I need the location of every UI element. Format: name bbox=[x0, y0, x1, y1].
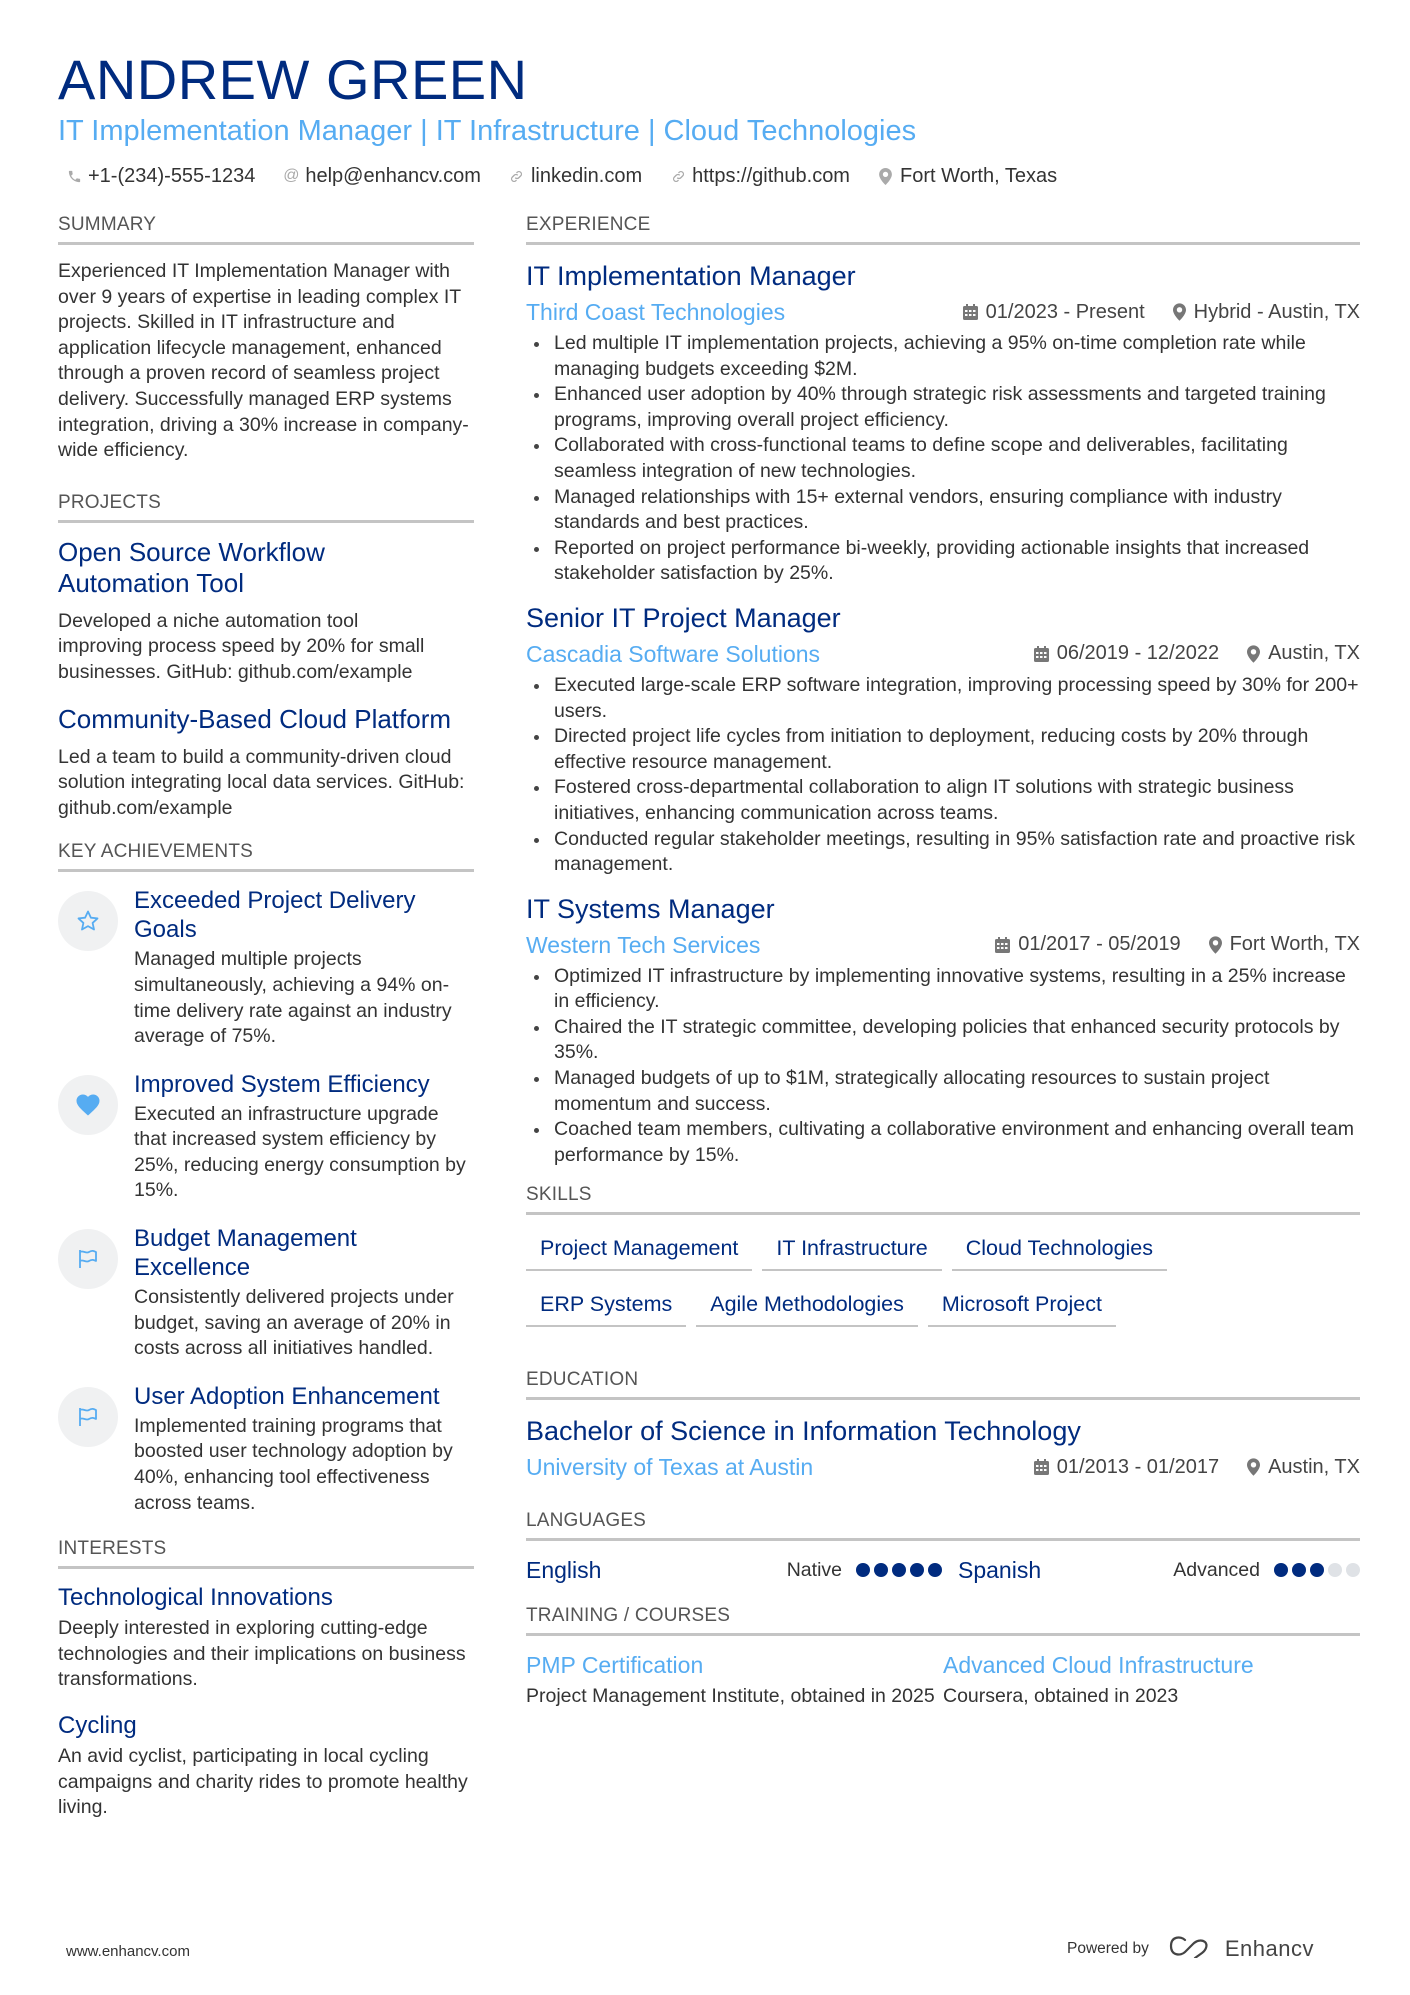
right-column bbox=[526, 212, 1360, 1710]
achievements-section bbox=[58, 839, 474, 1516]
achievement-description: Consistently delivered projects under budget, saving an average of 20% in costs across all initiatives handled. bbox=[134, 1286, 454, 1360]
enhancv-logo-icon bbox=[1167, 1934, 1215, 1964]
language-level: Native bbox=[786, 1558, 842, 1581]
job-bullet: Optimized IT infrastructure by implementing innovative systems, resulting in a 25% increase in efficiency. bbox=[526, 964, 1360, 1015]
contact-linkedin[interactable] bbox=[509, 162, 642, 190]
flag-icon bbox=[58, 1229, 118, 1289]
at-icon: @ bbox=[283, 167, 300, 184]
location-pin-icon bbox=[1247, 645, 1260, 663]
projects-section bbox=[58, 490, 474, 822]
achievement-content bbox=[134, 1382, 474, 1516]
job-bullet: Executed large-scale ERP software integration, improving processing speed by 30% for 200+ users. bbox=[526, 673, 1360, 724]
job-bullet: Led multiple IT implementation projects, achieving a 95% on-time completion rate while managing budgets exceeding $2M. bbox=[526, 331, 1360, 382]
education-location bbox=[1247, 1456, 1360, 1479]
section-title-projects: PROJECTS bbox=[58, 490, 474, 523]
achievement-title: User Adoption Enhancement bbox=[134, 1382, 440, 1410]
languages-row bbox=[526, 1555, 1360, 1585]
training-section bbox=[526, 1603, 1360, 1710]
job-bullet: Chaired the IT strategic committee, developing policies that enhanced security protocols by 35%. bbox=[526, 1015, 1360, 1066]
location-pin-icon bbox=[1247, 1458, 1260, 1476]
job-subheader bbox=[526, 930, 1360, 960]
achievement-title: Exceeded Project Delivery Goals bbox=[134, 887, 416, 944]
brand-name: Enhancv bbox=[1224, 1936, 1314, 1961]
phone-icon bbox=[66, 169, 82, 184]
job-location-text: Hybrid - Austin, TX bbox=[1193, 300, 1360, 323]
heart-icon bbox=[58, 1075, 118, 1135]
left-column bbox=[58, 212, 474, 1839]
skill-tag: IT Infrastructure bbox=[762, 1229, 941, 1271]
dot-filled bbox=[874, 1563, 888, 1577]
job-location-text: Fort Worth, TX bbox=[1229, 933, 1360, 956]
achievement-description: Executed an infrastructure upgrade that increased system efficiency by 25%, reducing energy consumption by 15%. bbox=[134, 1102, 466, 1202]
contact-email[interactable] bbox=[283, 162, 481, 190]
language-proficiency bbox=[787, 1559, 942, 1582]
contact-bar bbox=[66, 162, 1057, 190]
language-item bbox=[958, 1555, 1360, 1585]
language-proficiency bbox=[1173, 1559, 1360, 1582]
experience-item bbox=[526, 892, 1360, 1169]
job-subheader bbox=[526, 297, 1360, 327]
job-meta bbox=[963, 301, 1360, 324]
job-bullet: Enhanced user adoption by 40% through strategic risk assessments and targeted training programs, improving overall project efficiency. bbox=[526, 382, 1360, 433]
dot-empty bbox=[1328, 1563, 1342, 1577]
footer-branding bbox=[1067, 1934, 1314, 1964]
achievement-item bbox=[58, 1070, 474, 1204]
job-title: Senior IT Project Manager bbox=[526, 602, 841, 633]
location-pin-icon bbox=[878, 168, 894, 185]
skill-tag: ERP Systems bbox=[526, 1285, 686, 1327]
course-title: PMP Certification bbox=[526, 1652, 704, 1679]
contact-location-text: Fort Worth, Texas bbox=[899, 165, 1058, 187]
job-location bbox=[1209, 933, 1360, 956]
job-subheader bbox=[526, 639, 1360, 669]
project-description: Led a team to build a community-driven cloud solution integrating local data services. GitHub: github.com/example bbox=[58, 745, 465, 819]
achievement-description: Implemented training programs that boosted user technology adoption by 40%, enhancing tool effectiveness across teams. bbox=[134, 1414, 453, 1514]
candidate-headline: IT Implementation Manager | IT Infrastructure | Cloud Technologies bbox=[58, 115, 917, 147]
section-title-achievements: KEY ACHIEVEMENTS bbox=[58, 839, 474, 872]
calendar-icon bbox=[1034, 646, 1049, 662]
job-dates bbox=[963, 301, 1145, 324]
skills-section bbox=[526, 1182, 1360, 1327]
section-title-interests: INTERESTS bbox=[58, 1536, 474, 1569]
summary-section bbox=[58, 212, 474, 464]
degree-title: Bachelor of Science in Information Technology bbox=[526, 1416, 1081, 1447]
course-title: Advanced Cloud Infrastructure bbox=[943, 1652, 1254, 1679]
dot-filled bbox=[856, 1563, 870, 1577]
job-location-text: Austin, TX bbox=[1268, 642, 1360, 665]
achievement-title: Improved System Efficiency bbox=[134, 1070, 430, 1098]
course-item bbox=[943, 1650, 1360, 1710]
course-description: Coursera, obtained in 2023 bbox=[943, 1685, 1179, 1708]
job-bullet: Collaborated with cross-functional teams to define scope and deliverables, facilitating seamless integration of new technologies. bbox=[526, 433, 1360, 484]
job-bullets bbox=[526, 964, 1360, 1169]
language-level: Advanced bbox=[1173, 1558, 1260, 1581]
job-meta bbox=[995, 933, 1360, 956]
contact-email-text: help@enhancv.com bbox=[305, 165, 481, 187]
course-description: Project Management Institute, obtained in 2025 bbox=[526, 1685, 935, 1708]
interest-item bbox=[58, 1711, 474, 1821]
flag-icon bbox=[58, 1387, 118, 1447]
dot-filled bbox=[1310, 1563, 1324, 1577]
education-location-text: Austin, TX bbox=[1268, 1455, 1360, 1478]
job-dates-text: 01/2023 - Present bbox=[985, 300, 1145, 323]
education-section bbox=[526, 1367, 1360, 1482]
achievement-item bbox=[58, 1224, 474, 1362]
job-title: IT Implementation Manager bbox=[526, 261, 856, 291]
location-pin-icon bbox=[1173, 303, 1186, 321]
achievement-content bbox=[134, 1224, 474, 1362]
project-description: Developed a niche automation tool improving process speed by 20% for small businesses. GitHub: github.com/example bbox=[58, 609, 425, 683]
dot-filled bbox=[1274, 1563, 1288, 1577]
contact-phone-text: +1-(234)-555-1234 bbox=[88, 165, 256, 187]
project-item bbox=[58, 537, 474, 686]
interest-description: Deeply interested in exploring cutting-edge technologies and their implications on business transformations. bbox=[58, 1617, 466, 1691]
language-name: English bbox=[526, 1557, 602, 1584]
skill-tag: Microsoft Project bbox=[928, 1285, 1116, 1327]
section-title-skills: SKILLS bbox=[526, 1182, 1360, 1215]
company-name: Cascadia Software Solutions bbox=[526, 640, 821, 667]
dot-filled bbox=[928, 1563, 942, 1577]
job-bullets bbox=[526, 673, 1360, 878]
interest-description: An avid cyclist, participating in local cycling campaigns and charity rides to promote healthy living. bbox=[58, 1745, 468, 1819]
job-bullet: Reported on project performance bi-weekly, providing actionable insights that increased stakeholder satisfaction by 25%. bbox=[526, 536, 1360, 587]
job-dates-text: 06/2019 - 12/2022 bbox=[1056, 642, 1220, 665]
proficiency-dots bbox=[856, 1563, 942, 1577]
education-meta bbox=[1034, 1456, 1360, 1479]
courses-list bbox=[526, 1650, 1360, 1710]
achievement-content bbox=[134, 1070, 474, 1204]
job-bullets bbox=[526, 331, 1360, 587]
calendar-icon bbox=[963, 304, 978, 320]
education-dates-text: 01/2013 - 01/2017 bbox=[1056, 1455, 1220, 1478]
candidate-name: ANDREW GREEN bbox=[58, 48, 528, 111]
job-bullet: Coached team members, cultivating a collaborative environment and enhancing overall team performance by 15%. bbox=[526, 1117, 1360, 1168]
achievement-content bbox=[134, 886, 474, 1049]
course-item bbox=[526, 1650, 943, 1710]
section-title-summary: SUMMARY bbox=[58, 212, 474, 245]
interest-item bbox=[58, 1583, 474, 1693]
job-bullet: Directed project life cycles from initiation to deployment, reducing costs by 20% through effective resource management. bbox=[526, 724, 1360, 775]
location-pin-icon bbox=[1209, 936, 1222, 954]
school-name: University of Texas at Austin bbox=[526, 1454, 814, 1481]
interest-title: Cycling bbox=[58, 1712, 137, 1739]
job-title: IT Systems Manager bbox=[526, 893, 775, 924]
language-name: Spanish bbox=[958, 1557, 1042, 1584]
section-title-languages: LANGUAGES bbox=[526, 1508, 1360, 1541]
contact-phone[interactable] bbox=[66, 162, 255, 190]
contact-location bbox=[878, 162, 1057, 190]
dot-filled bbox=[1292, 1563, 1306, 1577]
contact-github-text: https://github.com bbox=[692, 165, 850, 187]
link-icon bbox=[509, 169, 525, 184]
job-bullet: Conducted regular stakeholder meetings, resulting in 95% satisfaction rate and proactive risk management. bbox=[526, 827, 1360, 878]
calendar-icon bbox=[995, 937, 1010, 953]
project-item bbox=[58, 704, 474, 822]
experience-item bbox=[526, 601, 1360, 878]
interest-title: Technological Innovations bbox=[58, 1584, 333, 1612]
job-bullet: Managed relationships with 15+ external vendors, ensuring compliance with industry standards and best practices. bbox=[526, 485, 1360, 536]
languages-section bbox=[526, 1508, 1360, 1585]
company-name: Third Coast Technologies bbox=[526, 299, 786, 325]
job-location bbox=[1173, 301, 1360, 324]
footer-website[interactable]: www.enhancv.com bbox=[66, 1943, 190, 1960]
contact-linkedin-text: linkedin.com bbox=[530, 165, 643, 187]
achievement-item bbox=[58, 1382, 474, 1516]
interests-section bbox=[58, 1536, 474, 1821]
summary-text: Experienced IT Implementation Manager with over 9 years of expertise in leading complex IT projects. Skilled in IT infrastructure and application lifecycle management, enhanced through a proven record of seamless project delivery. Successfully managed ERP systems integration, driving a 30% increase in company-wide efficiency. bbox=[58, 260, 469, 462]
section-title-experience: EXPERIENCE bbox=[526, 212, 1360, 245]
achievement-title: Budget Management Excellence bbox=[134, 1225, 357, 1282]
star-icon bbox=[58, 891, 118, 951]
project-title: Community-Based Cloud Platform bbox=[58, 703, 452, 734]
link-icon bbox=[670, 169, 686, 184]
section-title-training: TRAINING / COURSES bbox=[526, 1603, 1360, 1636]
proficiency-dots bbox=[1274, 1563, 1360, 1577]
calendar-icon bbox=[1034, 1459, 1049, 1475]
brand-logo[interactable] bbox=[1167, 1934, 1314, 1964]
job-dates bbox=[1034, 642, 1219, 665]
powered-by-label: Powered by bbox=[1067, 1940, 1149, 1957]
skill-tag: Agile Methodologies bbox=[696, 1285, 918, 1327]
skills-list bbox=[526, 1229, 1326, 1327]
job-dates bbox=[995, 933, 1180, 956]
job-bullet: Fostered cross-departmental collaboration to align IT solutions with strategic business initiatives, enhancing communication across teams. bbox=[526, 775, 1360, 826]
experience-section bbox=[526, 212, 1360, 1168]
skill-tag: Cloud Technologies bbox=[952, 1229, 1167, 1271]
achievement-item bbox=[58, 886, 474, 1049]
dot-empty bbox=[1346, 1563, 1360, 1577]
company-name: Western Tech Services bbox=[526, 931, 761, 958]
job-meta bbox=[1034, 642, 1360, 665]
contact-github[interactable] bbox=[670, 162, 850, 190]
project-title: Open Source Workflow Automation Tool bbox=[58, 536, 325, 598]
job-location bbox=[1247, 642, 1360, 665]
skill-tag: Project Management bbox=[526, 1229, 752, 1271]
job-bullet: Managed budgets of up to $1M, strategically allocating resources to sustain project momentum and success. bbox=[526, 1066, 1360, 1117]
education-subheader bbox=[526, 1452, 1360, 1482]
dot-filled bbox=[892, 1563, 906, 1577]
experience-item bbox=[526, 259, 1360, 587]
language-item bbox=[526, 1555, 942, 1585]
dot-filled bbox=[910, 1563, 924, 1577]
achievement-description: Managed multiple projects simultaneously, achieving a 94% on-time delivery rate against an industry average of 75%. bbox=[134, 948, 452, 1048]
education-dates bbox=[1034, 1456, 1219, 1479]
section-title-education: EDUCATION bbox=[526, 1367, 1360, 1400]
job-dates-text: 01/2017 - 05/2019 bbox=[1018, 933, 1181, 956]
